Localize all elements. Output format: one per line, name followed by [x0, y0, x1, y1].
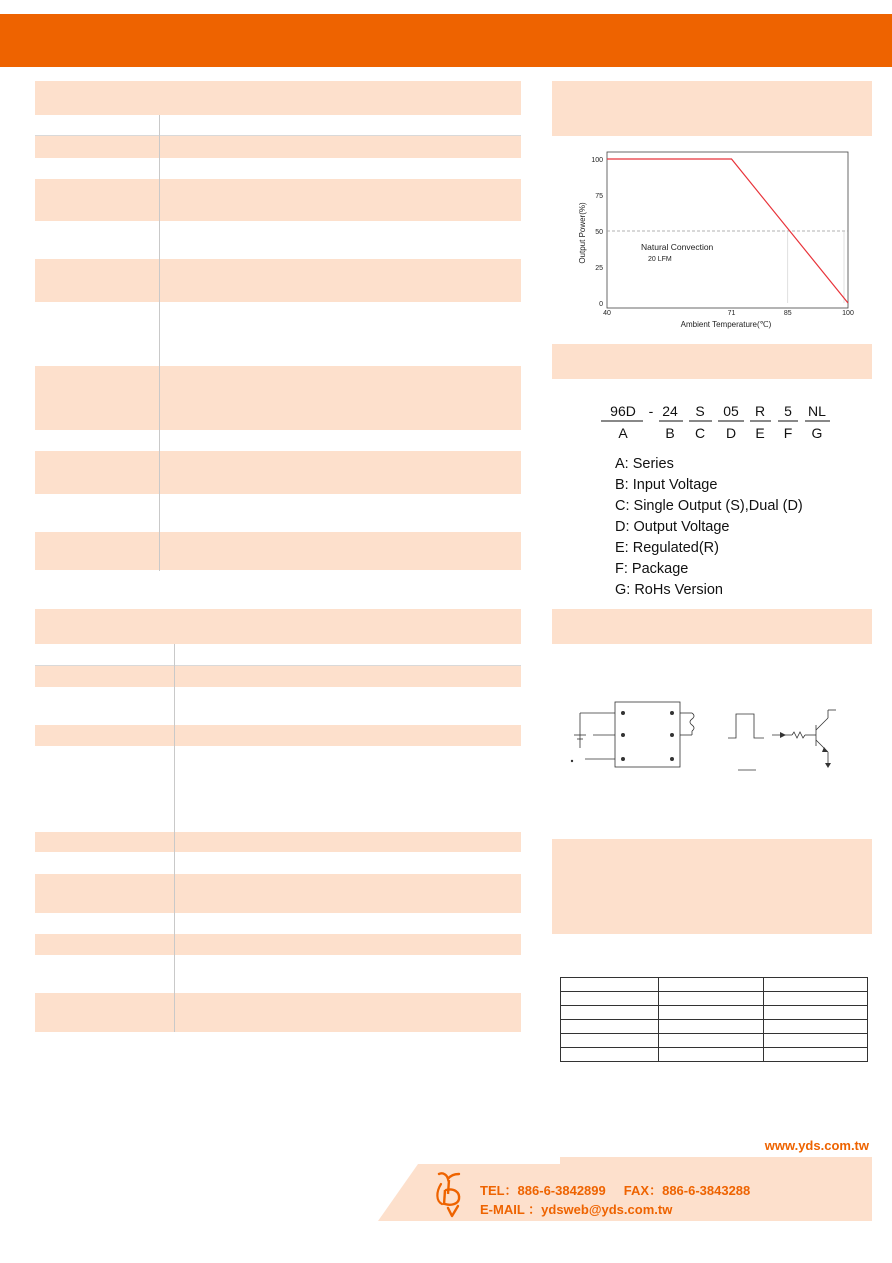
- code-letter-a: A: [618, 425, 628, 441]
- code-letter-c: C: [694, 425, 706, 441]
- table-row: [561, 1020, 868, 1034]
- order-code-diagram: [596, 400, 836, 445]
- table-row: [35, 136, 521, 158]
- derating-header: [552, 81, 872, 136]
- x-axis-label: Ambient Temperature(℃): [680, 320, 772, 329]
- table-row: [35, 832, 521, 852]
- annotation-sub: 20 LFM: [648, 256, 672, 263]
- table-row: [35, 874, 521, 913]
- table-row: [561, 978, 868, 992]
- code-voltage: 05: [723, 403, 739, 419]
- spec-table-1: [35, 81, 521, 571]
- table-row: [35, 179, 521, 221]
- code-input: 24: [662, 403, 678, 419]
- code-output-type: S: [695, 403, 705, 419]
- x-tick-label: 40: [603, 310, 611, 317]
- x-tick-label: 85: [783, 310, 792, 317]
- code-letter-b: B: [665, 425, 675, 441]
- table-row: [561, 992, 868, 1006]
- remote-control-header: [552, 609, 872, 644]
- code-letter-d: D: [725, 425, 737, 441]
- table-row: [35, 666, 521, 687]
- y-tick-label: 25: [595, 265, 603, 272]
- legend-item: G: RoHs Version: [615, 582, 723, 598]
- code-letter-g: G: [811, 425, 823, 441]
- data-grid-table: [560, 977, 868, 1062]
- top-banner: [0, 14, 892, 67]
- ordering-header: [552, 344, 872, 379]
- y-tick-label: 50: [595, 229, 603, 236]
- legend-item: A: Series: [615, 456, 674, 472]
- y-tick-label: 75: [595, 193, 603, 200]
- derating-chart: [566, 145, 866, 335]
- note-box: [552, 839, 872, 934]
- y-tick-label: 0: [599, 301, 603, 308]
- code-dash: -: [648, 403, 654, 419]
- table-row: [35, 259, 521, 302]
- code-letter-e: E: [755, 425, 765, 441]
- column-divider: [159, 115, 160, 571]
- contact-email[interactable]: E-MAIL ：ydsweb@yds.com.tw: [480, 1202, 673, 1217]
- code-package: 5: [784, 403, 792, 419]
- footer-band-top: [560, 1157, 872, 1164]
- table-row: [35, 366, 521, 430]
- table-row: [35, 993, 521, 1032]
- legend-item: F: Package: [615, 561, 689, 577]
- x-tick-label: 100: [842, 310, 854, 317]
- table-row: [35, 451, 521, 494]
- x-tick-label: 71: [727, 310, 736, 317]
- table-row: [561, 1048, 868, 1062]
- remote-control-diagram: [560, 700, 860, 776]
- company-logo-icon: [432, 1168, 468, 1218]
- footer-website-link[interactable]: www.yds.com.tw: [764, 1138, 869, 1153]
- spec-table-1-header: [35, 81, 521, 115]
- legend-item: B: Input Voltage: [615, 477, 718, 493]
- code-letter-f: F: [783, 425, 793, 441]
- plot-frame: [607, 152, 848, 308]
- ordering-legend: [615, 454, 803, 601]
- spec-table-2: [35, 609, 521, 1032]
- annotation-title: Natural Convection: [641, 242, 714, 252]
- table-row: [35, 934, 521, 955]
- code-series: 96D: [610, 403, 636, 419]
- table-row: [35, 532, 521, 570]
- contact-phone-fax: TEL：886-6-3842899 FAX：886-6-3843288: [480, 1183, 751, 1198]
- table-row: [561, 1034, 868, 1048]
- y-tick-label: 100: [591, 157, 603, 164]
- code-regulated: R: [754, 403, 766, 419]
- legend-item: D: Output Voltage: [615, 519, 730, 535]
- y-axis-label: Output Power(%): [578, 202, 587, 264]
- legend-item: E: Regulated(R): [615, 540, 719, 556]
- table-row: [35, 725, 521, 746]
- column-divider: [174, 644, 175, 1032]
- table-row: [561, 1006, 868, 1020]
- code-rohs: NL: [808, 403, 826, 419]
- spec-table-2-header: [35, 609, 521, 644]
- legend-item: C: Single Output (S),Dual (D): [615, 498, 803, 514]
